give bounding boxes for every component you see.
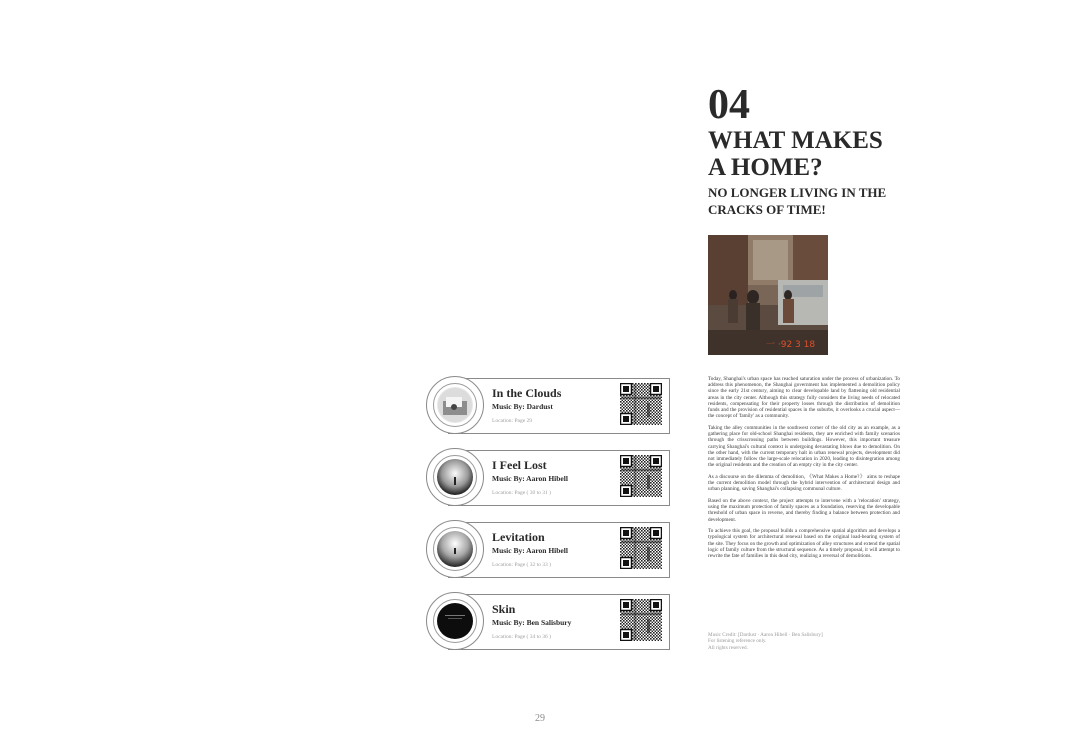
page-number: 29	[535, 713, 545, 724]
song-location: Location: Page 29	[492, 418, 533, 424]
track-card[interactable]	[424, 520, 670, 578]
song-artist: Music By: Aaron Hibell	[492, 546, 568, 555]
body-paragraph: As a discourse on the dilemma of demolition, 《What Makes a Home?》 aims to reshape the current demolition model through the hybrid intervention of architectural design and urban planning, saving Shanghai's collapsing communal culture.	[708, 473, 900, 493]
qr-code-icon[interactable]	[620, 455, 662, 497]
credits-line: For listening reference only.	[708, 638, 767, 645]
qr-code-icon[interactable]	[620, 383, 662, 425]
song-artist: Music By: Ben Salisbury	[492, 618, 572, 627]
qr-code-icon[interactable]	[620, 599, 662, 641]
track-card[interactable]	[424, 376, 670, 434]
music-credits	[708, 632, 900, 651]
chapter-subtitle-line1: NO LONGER LIVING IN THE	[708, 185, 887, 200]
song-title: Skin	[492, 602, 516, 616]
chapter-title-line1: WHAT MAKES	[708, 127, 883, 154]
chapter-subtitle-line2: CRACKS OF TIME!	[708, 202, 826, 217]
album-art	[437, 603, 473, 639]
svg-text:一 ·92 3 18: 一 ·92 3 18	[766, 340, 816, 350]
song-title: I Feel Lost	[492, 458, 547, 472]
song-title: Levitation	[492, 530, 545, 544]
credits-line: Music Credit: [Dardust · Aaron Hibell · Ben Salisbury]	[708, 632, 823, 638]
song-title: In the Clouds	[492, 386, 562, 400]
body-paragraph: To achieve this goal, the proposal builds a comprehensive spatial algorithm and develops a typological system for architectural renewal based on the original load-bearing system of the site. They focus on the growth and optimization of alley structures and extend the spatial logic of family culture from the structural sequence. As a timely proposal, it will attempt to rewrite the fate of families in this dead city, realizing a reversal of demolitions.	[708, 528, 900, 560]
track-card[interactable]	[424, 448, 670, 506]
album-art	[437, 387, 473, 423]
chapter-number: 04	[708, 82, 750, 128]
track-card[interactable]	[424, 592, 670, 650]
qr-code-icon[interactable]	[620, 527, 662, 569]
street-photo	[708, 235, 828, 355]
song-location: Location: Page ( 34 to 36 )	[492, 634, 551, 640]
body-paragraph: Taking the alley communities in the southwest corner of the old city as an example, as a gathering place for old-school Shanghai residents, they are enriched with family scenarios through the crisscrossing paths between buildings. However, this important treasure carrying Shanghai's cultural context is undergoing devastating blows due to demolition. On the other hand, with the current temporary halt in urban renewal projects, development did not immediately follow the large-scale relocation in 2020, leading to disintegration among the original residents and the creation of an empty city in the city center.	[708, 424, 900, 469]
song-location: Location: Page ( 30 to 31 )	[492, 490, 551, 496]
body-paragraph: Based on the above context, the project attempts to intervene with a 'relocation' strategy, using the maximum protection of family spaces as a foundation, reserving the developable threshold of urban space in reverse, and thereby finding a balance between protection and development.	[708, 497, 900, 523]
song-location: Location: Page ( 32 to 33 )	[492, 562, 551, 568]
chapter-subtitle	[708, 184, 908, 218]
body-text	[708, 376, 900, 565]
album-art	[437, 459, 473, 495]
chapter-title	[708, 127, 928, 181]
song-artist: Music By: Dardust	[492, 402, 553, 411]
chapter-title-line2: A HOME?	[708, 154, 823, 181]
body-paragraph: Today, Shanghai's urban space has reached saturation under the process of urbanization. To address this phenomenon, the Shanghai government has implemented a demolition policy since the early 21st century, aiming to clear developable land by flattening old residential areas in the city center. Although this strategy fully considers the living needs of relocated residents, compensating for their property losses through the distribution of demolition funds and the provision of residential spaces in the suburbs, it overlooks a crucial aspect—the concept of 'family' as a community.	[708, 376, 900, 420]
album-art	[437, 531, 473, 567]
song-artist: Music By: Aaron Hibell	[492, 474, 568, 483]
credits-line: All rights reserved.	[708, 644, 748, 651]
